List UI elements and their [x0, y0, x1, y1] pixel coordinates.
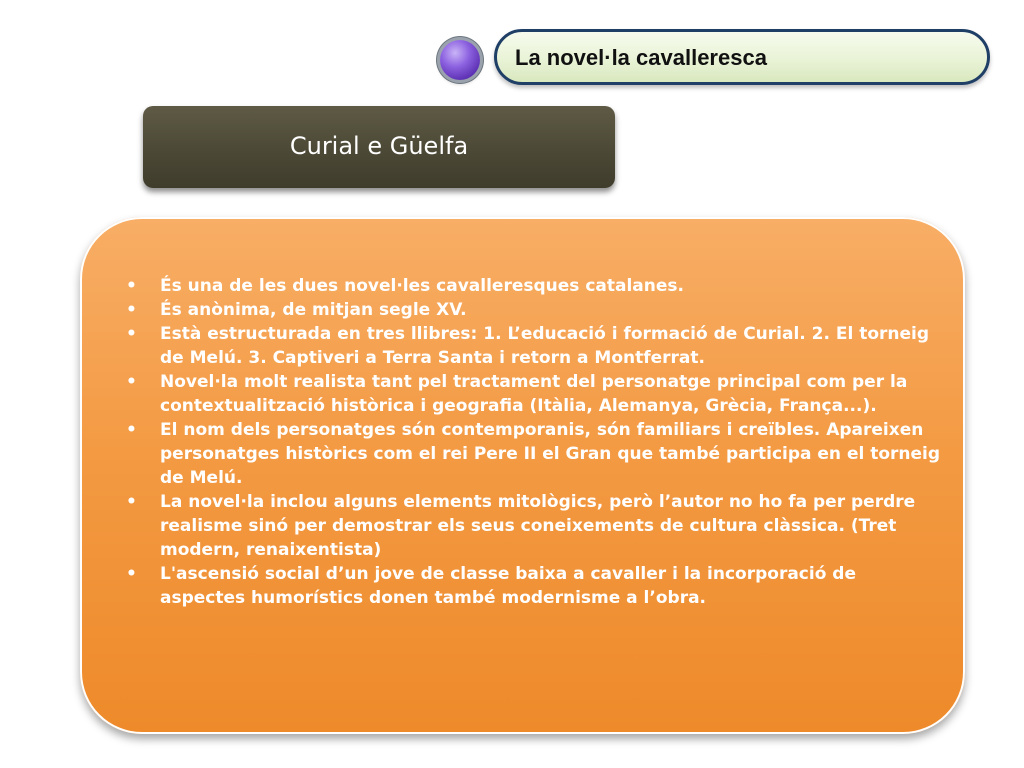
bullet-item — [124, 298, 944, 322]
bullet-dot-icon: • — [126, 276, 137, 296]
bullet-item — [124, 562, 944, 610]
bullet-text: Novel·la molt realista tant pel tractament del personatge principal com per la contextualització històrica i geografia (Itàlia, Alemanya, Grècia, França...). — [160, 372, 908, 416]
bullet-dot-icon: • — [126, 324, 137, 344]
bullet-item — [124, 322, 944, 370]
bullet-dot-icon: • — [126, 564, 137, 584]
bullet-text: L'ascensió social d’un jove de classe baixa a cavaller i la incorporació de aspectes humorístics donen també modernisme a l’obra. — [160, 564, 857, 608]
slide-title: La novel·la cavalleresca — [515, 45, 767, 70]
bullet-text: La novel·la inclou alguns elements mitològics, però l’autor no ho fa per perdre realisme sinó per demostrar els seus coneixements de cultura clàssica. (Tret modern, renaixentista) — [160, 492, 916, 560]
slide-subtitle: Curial e Güelfa — [289, 132, 469, 160]
content-box — [80, 217, 965, 734]
bullet-item — [124, 274, 944, 298]
subtitle-box — [143, 106, 615, 188]
bullet-text: És una de les dues novel·les cavalleresques catalanes. — [160, 276, 684, 296]
bullet-item — [124, 418, 944, 490]
bullet-list — [124, 274, 944, 610]
purple-orb-icon — [440, 40, 480, 80]
bullet-text: És anònima, de mitjan segle XV. — [160, 300, 467, 320]
bullet-text: Està estructurada en tres llibres: 1. L’educació i formació de Curial. 2. El torneig de Melú. 3. Captiveri a Terra Santa i retorn a Montferrat. — [160, 324, 930, 368]
bullet-item — [124, 370, 944, 418]
bullet-dot-icon: • — [126, 372, 137, 392]
bullet-dot-icon: • — [126, 492, 137, 512]
title-banner — [494, 29, 990, 85]
bullet-dot-icon: • — [126, 420, 137, 440]
bullet-item — [124, 490, 944, 562]
bullet-text: El nom dels personatges són contemporanis, són familiars i creïbles. Apareixen personatges històrics com el rei Pere II el Gran que també participa en el torneig de Melú. — [160, 420, 941, 488]
bullet-dot-icon: • — [126, 300, 137, 320]
